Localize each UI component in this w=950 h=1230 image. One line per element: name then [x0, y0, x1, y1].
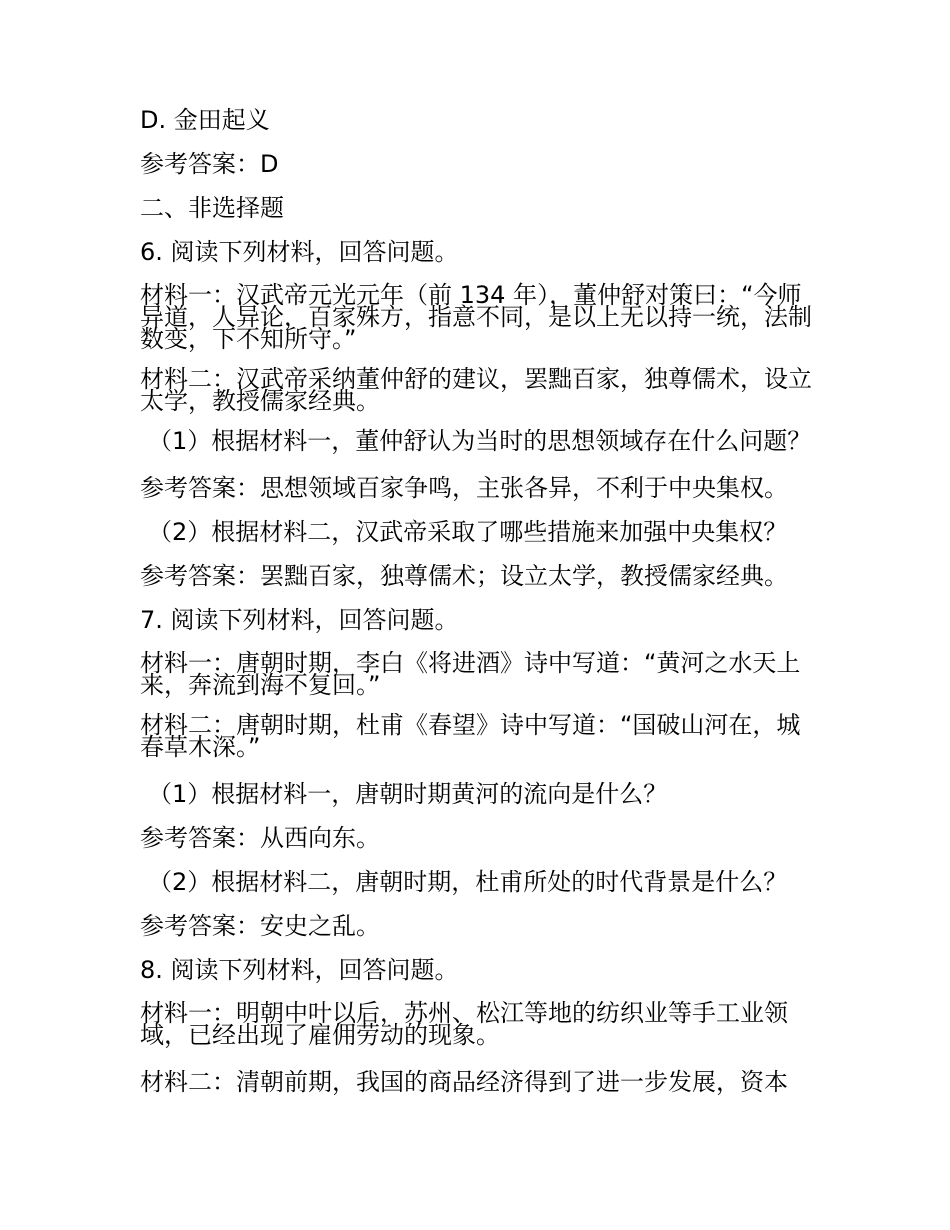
q6-material-1: 材料一：汉武帝元光元年（前 134 年），董仲舒对策曰：“今师异道，人异论，百家殊方，指意不同，是以上无以持一统，法制数变，下不知所守。”: [140, 281, 812, 353]
q7-answer-1: 参考答案：从西向东。: [140, 824, 380, 852]
q7-material-2: 材料二：唐朝时期，杜甫《春望》诗中写道：“国破山河在，城春草木深。”: [140, 711, 801, 761]
option-d: D. 金田起义: [140, 106, 270, 134]
q7-sub-1: （1）根据材料一，唐朝时期黄河的流向是什么？: [148, 780, 668, 808]
q8-material-1: 材料一：明朝中叶以后，苏州、松江等地的纺织业等手工业领域，已经出现了雇佣劳动的现象。: [140, 999, 788, 1049]
question-6-title: 6. 阅读下列材料，回答问题。: [140, 238, 459, 266]
answer-5: 参考答案：D: [140, 150, 279, 178]
q7-sub-2: （2）根据材料二，唐朝时期，杜甫所处的时代背景是什么？: [148, 868, 788, 896]
question-8-title: 8. 阅读下列材料，回答问题。: [140, 956, 459, 984]
document-content: [140, 102, 820, 1108]
q7-material-1: 材料一：唐朝时期，李白《将进酒》诗中写道：“黄河之水天上来，奔流到海不复回。”: [140, 649, 801, 699]
q6-material-2: 材料二：汉武帝采纳董仲舒的建议，罢黜百家，独尊儒术，设立太学，教授儒家经典。: [140, 365, 812, 415]
q6-sub-1: （1）根据材料一，董仲舒认为当时的思想领域存在什么问题？: [148, 427, 812, 455]
question-7-title: 7. 阅读下列材料，回答问题。: [140, 606, 459, 634]
q7-answer-2: 参考答案：安史之乱。: [140, 912, 380, 940]
q6-answer-2: 参考答案：罢黜百家，独尊儒术；设立太学，教授儒家经典。: [140, 562, 788, 590]
q6-sub-2: （2）根据材料二，汉武帝采取了哪些措施来加强中央集权？: [148, 518, 788, 546]
q6-answer-1: 参考答案：思想领域百家争鸣，主张各异，不利于中央集权。: [140, 474, 788, 502]
q8-material-2: 材料二：清朝前期，我国的商品经济得到了进一步发展，资本: [140, 1068, 788, 1096]
section-heading: 二、非选择题: [140, 194, 284, 222]
